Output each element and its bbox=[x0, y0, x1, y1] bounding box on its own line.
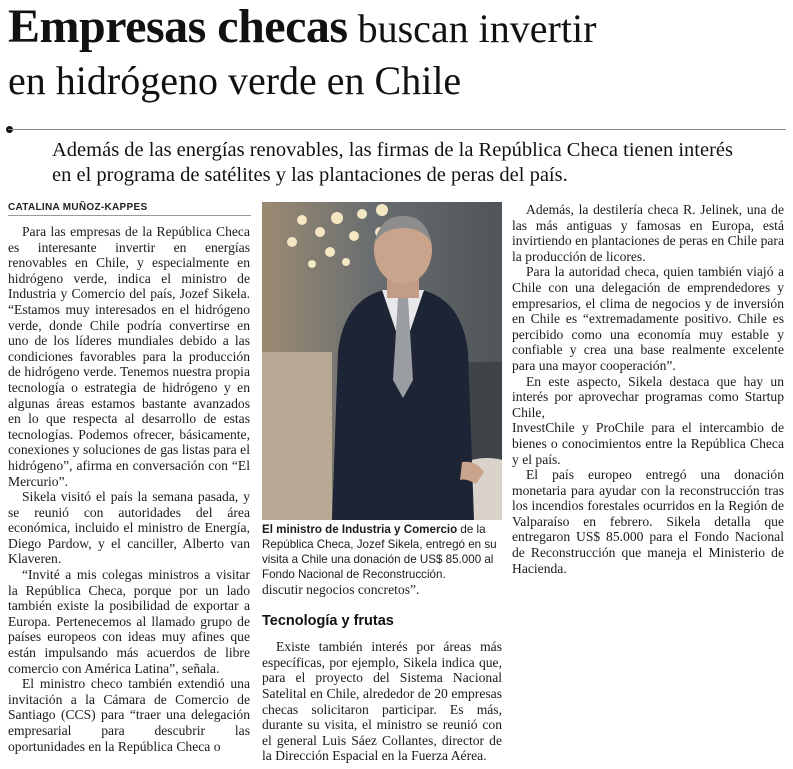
lead-paragraph: Además de las energías renovables, las firmas de la República Checa tienen interés en el programa de satélites y las plantaciones de peras del país. bbox=[52, 139, 733, 186]
column-2 bbox=[262, 582, 502, 764]
col1-paragraph: Para las empresas de la República Checa es interesante invertir en energías renovables en Chile, y especialmente en hidrógeno verde, indica el ministro de Industria y Comercio del país, Jozef Sikela. “Estamos muy interesados en el hidrógeno verde, donde Chile podría convertirse en uno de los líderes mundiales debido a las condiciones favorables para la producción de hidrógeno verde. Tenemos nuestra propia tecnología o estrategia de hidrógeno y en algunas áreas estamos bastante avanzados en lo que respecta al desarrollo de estas tecnologías. Podemos ofrecer, básicamente, conexiones y soluciones de gas listas para el hidrógeno”, afirma en conversación con “El Mercurio”. bbox=[8, 224, 250, 489]
column-3 bbox=[512, 202, 784, 576]
headline-light-1: buscan invertir bbox=[347, 6, 597, 51]
headline-light-2: en hidrógeno verde en Chile bbox=[8, 58, 462, 103]
col3-paragraph: El país europeo entregó una donación monetaria para ayudar con la reconstrucción tras los incendios forestales ocurridos en la Región de Valparaíso en febrero. Sikela detalla que entregaron US$ 85.000 para el Fondo Nacional de Reconstrucción que maneja el Ministerio de Hacienda. bbox=[512, 467, 784, 576]
caption-bold: El ministro de Industria y Comercio bbox=[262, 523, 458, 536]
byline: CATALINA MUÑOZ-KAPPES bbox=[8, 202, 251, 216]
col2-continuation: discutir negocios concretos”. bbox=[262, 582, 420, 597]
col3-paragraph: Además, la destilería checa R. Jelinek, una de las más antiguas y famosas en Europa, está invirtiendo en plantaciones de peras en Chile para la producción de licores. bbox=[512, 202, 784, 264]
portrait-photo-icon bbox=[262, 202, 502, 520]
caption-text: de la República Checa, Jozef Sikela, entregó en su visita a Chile una donación de US$ 85.000 al Fondo Nacional de Reconstrucción. bbox=[262, 523, 497, 581]
headline bbox=[8, 2, 788, 108]
col1-paragraph: Sikela visitó el país la semana pasada, y se reunió con autoridades del área económica, incluido el ministro de Energía, Diego Pardow, y el canciller, Alberto van Klaveren. bbox=[8, 489, 250, 567]
col3-paragraph: Para la autoridad checa, quien también viajó a Chile con una delegación de emprendedores y empresarios, el clima de negocios y de inversión en Chile es “extremadamente positivo. Chile es percibido como una economía muy estable y confiable y crea una base realmente excelente para una mayor cooperación”. bbox=[512, 264, 784, 373]
col2-paragraph: Existe también interés por áreas más específicas, por ejemplo, Sikela indica que, para el proyecto del Sistema Nacional Satelital en Chile, alrededor de 20 empresas checas solicitaron participar. Es más, durante su visita, el ministro se reunió con el general Luis Sáez Collantes, director de la Dirección Espacial en la Fuerza Aérea. bbox=[262, 639, 502, 764]
photo-caption bbox=[262, 522, 508, 582]
col3-paragraph: InvestChile y ProChile para el intercambio de bienes o conocimientos entre la República Checa y el país. bbox=[512, 420, 784, 467]
headline-bold: Empresas checas bbox=[8, 0, 348, 53]
col1-paragraph: El ministro checo también extendió una invitación a la Cámara de Comercio de Santiago (CCS) para “traer una delegación empresarial para descubrir las oportunidades en la República Checa o bbox=[8, 676, 250, 754]
column-1 bbox=[8, 224, 250, 754]
section-subhead: Tecnología y frutas bbox=[262, 612, 394, 629]
col1-paragraph: “Invité a mis colegas ministros a visitar la República Checa, porque por un lado también existe la posibilidad de exportar a Europa. Pertenecemos al llamado grupo de países europeos con ideas muy afines que están impulsando más acuerdos de libre comercio con América Latina”, señala. bbox=[8, 567, 250, 676]
lead-divider bbox=[8, 129, 786, 130]
col3-paragraph: En este aspecto, Sikela destaca que hay un interés por aprovechar programas como Startup Chile, bbox=[512, 373, 784, 420]
minister-photo bbox=[262, 202, 502, 520]
